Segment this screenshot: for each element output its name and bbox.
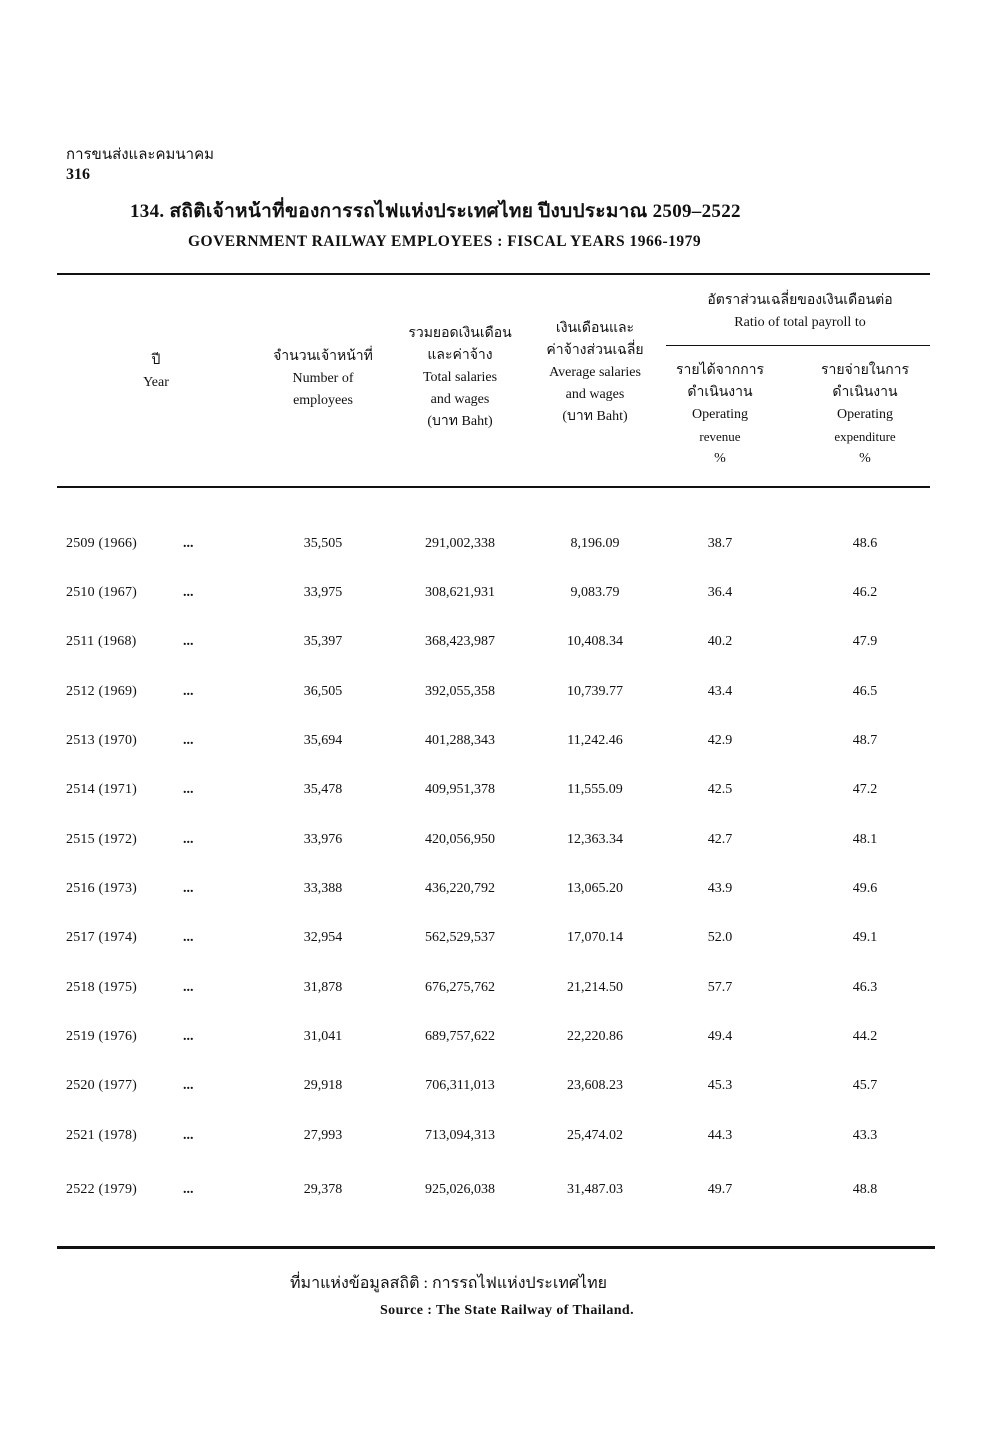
operating-revenue-header-unit: % xyxy=(714,451,726,466)
total-salaries-cell: 562,529,537 xyxy=(425,930,495,945)
ratio-subheader-rule xyxy=(666,345,930,346)
leader-dots: ... xyxy=(183,634,194,649)
operating-expenditure-cell: 47.9 xyxy=(852,634,878,649)
operating-expenditure-cell: 47.2 xyxy=(852,782,878,797)
operating-revenue-header-english-2: revenue xyxy=(699,429,741,444)
operating-expenditure-cell: 48.1 xyxy=(852,832,878,847)
page-number: 316 xyxy=(66,166,90,183)
year-cell: 2510 (1967) xyxy=(66,585,138,600)
table-row xyxy=(0,634,990,658)
operating-expenditure-cell: 49.1 xyxy=(852,930,878,945)
total-salaries-cell: 409,951,378 xyxy=(425,782,495,797)
table-row xyxy=(0,980,990,1004)
employees-cell: 29,378 xyxy=(303,1182,343,1197)
leader-dots: ... xyxy=(183,1182,194,1197)
year-cell: 2517 (1974) xyxy=(66,930,138,945)
employees-cell: 35,397 xyxy=(303,634,343,649)
total-salaries-cell: 308,621,931 xyxy=(425,585,495,600)
column-header-total-salaries xyxy=(385,323,535,433)
employees-cell: 35,505 xyxy=(303,536,343,551)
average-salaries-cell: 31,487.03 xyxy=(567,1182,623,1197)
leader-dots: ... xyxy=(183,684,194,699)
total-salaries-header-unit: (บาท Baht) xyxy=(427,414,493,429)
table-row xyxy=(0,585,990,609)
operating-expenditure-header-english-2: expenditure xyxy=(834,429,896,444)
average-salaries-cell: 23,608.23 xyxy=(567,1078,623,1093)
operating-expenditure-header-thai-2: ดำเนินงาน xyxy=(832,385,898,400)
total-salaries-header-english-1: Total salaries xyxy=(422,370,498,385)
employees-cell: 29,918 xyxy=(303,1078,343,1093)
table-row xyxy=(0,1029,990,1053)
operating-revenue-header-thai-2: ดำเนินงาน xyxy=(687,385,753,400)
column-header-employees xyxy=(248,346,398,412)
total-salaries-header-english-2: and wages xyxy=(430,392,490,407)
leader-dots: ... xyxy=(183,1029,194,1044)
section-label: การขนส่งและคมนาคม xyxy=(66,147,214,163)
year-cell: 2514 (1971) xyxy=(66,782,138,797)
operating-expenditure-cell: 45.7 xyxy=(852,1078,878,1093)
year-header-english: Year xyxy=(143,375,169,390)
operating-revenue-header-english-1: Operating xyxy=(692,407,748,422)
employees-cell: 27,993 xyxy=(303,1128,343,1143)
year-cell: 2513 (1970) xyxy=(66,733,138,748)
operating-revenue-cell: 42.9 xyxy=(707,733,733,748)
table-bottom-rule xyxy=(57,1246,935,1249)
leader-dots: ... xyxy=(183,733,194,748)
leader-dots: ... xyxy=(183,1128,194,1143)
leader-dots: ... xyxy=(183,536,194,551)
year-cell: 2515 (1972) xyxy=(66,832,138,847)
average-salaries-cell: 10,739.77 xyxy=(567,684,623,699)
ratio-header-english: Ratio of total payroll to xyxy=(734,315,866,330)
total-salaries-cell: 706,311,013 xyxy=(425,1078,495,1093)
operating-expenditure-header-unit: % xyxy=(859,451,871,466)
average-salaries-header-english-1: Average salaries xyxy=(549,365,641,380)
average-salaries-cell: 21,214.50 xyxy=(567,980,623,995)
operating-expenditure-cell: 46.3 xyxy=(852,980,878,995)
year-cell: 2511 (1968) xyxy=(66,634,137,649)
total-salaries-cell: 713,094,313 xyxy=(425,1128,495,1143)
table-row xyxy=(0,930,990,954)
year-cell: 2521 (1978) xyxy=(66,1128,138,1143)
operating-expenditure-cell: 46.2 xyxy=(852,585,878,600)
employees-cell: 32,954 xyxy=(303,930,343,945)
operating-revenue-cell: 44.3 xyxy=(707,1128,733,1143)
average-salaries-cell: 11,242.46 xyxy=(567,733,623,748)
source-note-english: Source : The State Railway of Thailand. xyxy=(380,1303,635,1318)
total-salaries-cell: 436,220,792 xyxy=(425,881,495,896)
column-header-ratio-group xyxy=(670,290,930,334)
operating-revenue-cell: 36.4 xyxy=(707,585,733,600)
leader-dots: ... xyxy=(183,980,194,995)
table-row xyxy=(0,1078,990,1102)
leader-dots: ... xyxy=(183,832,194,847)
operating-revenue-cell: 40.2 xyxy=(707,634,733,649)
operating-revenue-header-thai-1: รายได้จากการ xyxy=(675,363,765,378)
employees-cell: 31,878 xyxy=(303,980,343,995)
table-row xyxy=(0,881,990,905)
operating-revenue-cell: 43.4 xyxy=(707,684,733,699)
operating-revenue-cell: 57.7 xyxy=(707,980,733,995)
operating-revenue-cell: 52.0 xyxy=(707,930,733,945)
ratio-header-thai: อัตราส่วนเฉลี่ยของเงินเดือนต่อ xyxy=(707,293,893,308)
average-salaries-header-thai-1: เงินเดือนและ xyxy=(555,321,635,336)
column-header-average-salaries xyxy=(520,318,670,428)
year-cell: 2512 (1969) xyxy=(66,684,138,699)
operating-revenue-cell: 42.7 xyxy=(707,832,733,847)
table-title-thai: 134. สถิติเจ้าหน้าที่ของการรถไฟแห่งประเทศไทย ปีงบประมาณ 2509–2522 xyxy=(130,201,741,222)
year-cell: 2520 (1977) xyxy=(66,1078,138,1093)
total-salaries-header-thai-1: รวมยอดเงินเดือน xyxy=(408,326,512,341)
column-header-operating-revenue xyxy=(660,360,780,470)
total-salaries-cell: 676,275,762 xyxy=(425,980,495,995)
column-header-operating-expenditure xyxy=(800,360,930,470)
header-bottom-rule xyxy=(57,486,930,488)
year-cell: 2518 (1975) xyxy=(66,980,138,995)
operating-revenue-cell: 49.7 xyxy=(707,1182,733,1197)
total-salaries-cell: 689,757,622 xyxy=(425,1029,495,1044)
leader-dots: ... xyxy=(183,881,194,896)
average-salaries-cell: 17,070.14 xyxy=(567,930,623,945)
table-row xyxy=(0,1182,990,1206)
employees-header-thai: จำนวนเจ้าหน้าที่ xyxy=(273,349,373,364)
operating-expenditure-cell: 48.8 xyxy=(852,1182,878,1197)
table-top-rule xyxy=(57,273,930,275)
operating-expenditure-cell: 44.2 xyxy=(852,1029,878,1044)
average-salaries-cell: 9,083.79 xyxy=(570,585,620,600)
leader-dots: ... xyxy=(183,585,194,600)
table-row xyxy=(0,832,990,856)
operating-expenditure-header-thai-1: รายจ่ายในการ xyxy=(820,363,910,378)
employees-cell: 33,388 xyxy=(303,881,343,896)
table-row xyxy=(0,782,990,806)
average-salaries-cell: 25,474.02 xyxy=(567,1128,623,1143)
average-salaries-header-english-2: and wages xyxy=(565,387,625,402)
employees-header-english-2: employees xyxy=(293,393,353,408)
employees-header-english-1: Number of xyxy=(292,371,354,386)
employees-cell: 33,975 xyxy=(303,585,343,600)
operating-expenditure-cell: 48.6 xyxy=(852,536,878,551)
table-row xyxy=(0,733,990,757)
operating-expenditure-cell: 49.6 xyxy=(852,881,878,896)
average-salaries-cell: 11,555.09 xyxy=(567,782,623,797)
average-salaries-header-thai-2: ค่าจ้างส่วนเฉลี่ย xyxy=(546,343,644,358)
total-salaries-header-thai-2: และค่าจ้าง xyxy=(427,348,493,363)
operating-expenditure-header-english-1: Operating xyxy=(837,407,893,422)
year-cell: 2516 (1973) xyxy=(66,881,138,896)
year-cell: 2522 (1979) xyxy=(66,1182,138,1197)
average-salaries-cell: 12,363.34 xyxy=(567,832,623,847)
leader-dots: ... xyxy=(183,782,194,797)
table-row xyxy=(0,684,990,708)
total-salaries-cell: 392,055,358 xyxy=(425,684,495,699)
leader-dots: ... xyxy=(183,930,194,945)
source-note-thai: ที่มาแห่งข้อมูลสถิติ : การรถไฟแห่งประเทศไทย xyxy=(290,1275,608,1292)
average-salaries-cell: 22,220.86 xyxy=(567,1029,623,1044)
operating-revenue-cell: 38.7 xyxy=(707,536,733,551)
year-cell: 2509 (1966) xyxy=(66,536,138,551)
total-salaries-cell: 420,056,950 xyxy=(425,832,495,847)
operating-revenue-cell: 42.5 xyxy=(707,782,733,797)
table-title-english: GOVERNMENT RAILWAY EMPLOYEES : FISCAL YEARS 1966-1979 xyxy=(188,233,702,250)
operating-expenditure-cell: 48.7 xyxy=(852,733,878,748)
average-salaries-header-unit: (บาท Baht) xyxy=(562,409,628,424)
year-cell: 2519 (1976) xyxy=(66,1029,138,1044)
employees-cell: 35,694 xyxy=(303,733,343,748)
employees-cell: 36,505 xyxy=(303,684,343,699)
employees-cell: 35,478 xyxy=(303,782,343,797)
total-salaries-cell: 925,026,038 xyxy=(425,1182,495,1197)
employees-cell: 31,041 xyxy=(303,1029,343,1044)
operating-revenue-cell: 45.3 xyxy=(707,1078,733,1093)
year-header-thai: ปี xyxy=(151,353,161,368)
table-row xyxy=(0,1128,990,1152)
table-row xyxy=(0,536,990,560)
operating-expenditure-cell: 46.5 xyxy=(852,684,878,699)
leader-dots: ... xyxy=(183,1078,194,1093)
average-salaries-cell: 10,408.34 xyxy=(567,634,623,649)
total-salaries-cell: 291,002,338 xyxy=(425,536,495,551)
total-salaries-cell: 368,423,987 xyxy=(425,634,495,649)
operating-revenue-cell: 43.9 xyxy=(707,881,733,896)
total-salaries-cell: 401,288,343 xyxy=(425,733,495,748)
average-salaries-cell: 8,196.09 xyxy=(570,536,620,551)
column-header-year xyxy=(120,350,192,394)
average-salaries-cell: 13,065.20 xyxy=(567,881,623,896)
operating-revenue-cell: 49.4 xyxy=(707,1029,733,1044)
employees-cell: 33,976 xyxy=(303,832,343,847)
operating-expenditure-cell: 43.3 xyxy=(852,1128,878,1143)
